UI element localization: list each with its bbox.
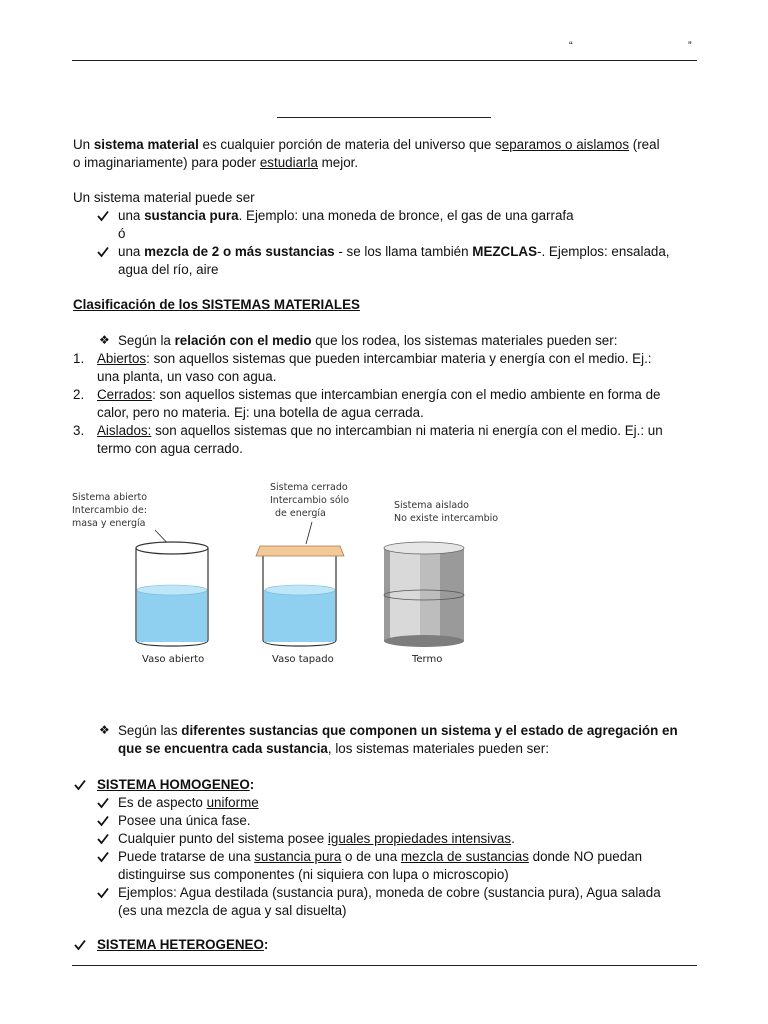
check-icon bbox=[97, 851, 109, 863]
open-system-title: Sistema abierto bbox=[72, 492, 148, 503]
check-icon bbox=[97, 887, 109, 899]
caption-closed: Vaso tapado bbox=[272, 654, 334, 665]
medio-line: Según la relación con el medio que los rodea, los sistemas materiales pueden ser: bbox=[118, 333, 618, 348]
check-icon bbox=[97, 210, 109, 222]
intro-line-1: Un sistema material es cualquier porción de materia del universo que separamos o aislamos (real bbox=[73, 137, 660, 152]
diamond-bullet-icon: ❖ bbox=[99, 333, 110, 347]
list-item-sustancia: una sustancia pura. Ejemplo: una moneda de bronce, el gas de una garrafa bbox=[118, 208, 574, 223]
cerrados-line: Cerrados: son aquellos sistemas que intercambian energía con el medio ambiente en forma de bbox=[97, 387, 661, 402]
beakers-drawing bbox=[60, 478, 520, 678]
section-title: Clasificación de los SISTEMAS MATERIALES bbox=[73, 297, 360, 312]
isolated-system-sub: No existe intercambio bbox=[394, 513, 499, 524]
check-icon bbox=[74, 939, 86, 951]
systems-figure bbox=[60, 478, 520, 678]
footer-rule bbox=[72, 965, 697, 966]
header-close-quote: ” bbox=[688, 40, 692, 52]
intro-p2: Un sistema material puede ser bbox=[73, 190, 255, 205]
check-icon bbox=[97, 246, 109, 258]
caption-isolated: Termo bbox=[412, 654, 443, 665]
aislados-line: Aislados: son aquellos sistemas que no intercambian ni materia ni energía con el medio. Ej.: un bbox=[97, 423, 663, 438]
intro-line-2: o imaginariamente) para poder estudiarla mejor. bbox=[73, 155, 359, 170]
header-open-quote: “ bbox=[569, 40, 573, 52]
abiertos-line: Abiertos: son aquellos sistemas que pueden intercambiar materia y energía con el medio. Ej.: bbox=[97, 351, 652, 366]
closed-lid bbox=[256, 546, 344, 556]
check-icon bbox=[97, 833, 109, 845]
list-number: 1. bbox=[73, 351, 85, 366]
abiertos-cont: una planta, un vaso con agua. bbox=[97, 369, 277, 384]
open-system-sub: masa y energía bbox=[72, 518, 146, 529]
sustancias-line-2: que se encuentra cada sustancia, los sistemas materiales pueden ser: bbox=[118, 741, 549, 756]
closed-system-title: Sistema cerrado bbox=[270, 482, 348, 493]
closed-system-sub: de energía bbox=[275, 508, 326, 519]
homogeneo-item-cont: distinguirse sus componentes (ni siquiera con lupa o microscopio) bbox=[118, 867, 509, 882]
homogeneo-item: Puede tratarse de una sustancia pura o de una mezcla de sustancias donde NO puedan bbox=[118, 849, 643, 864]
open-water bbox=[137, 590, 207, 642]
aislados-cont: termo con agua cerrado. bbox=[97, 441, 243, 456]
check-icon bbox=[97, 797, 109, 809]
homogeneo-item: Posee una única fase. bbox=[118, 813, 251, 828]
list-number: 3. bbox=[73, 423, 85, 438]
homogeneo-item-cont: (es una mezcla de agua y sal disuelta) bbox=[118, 903, 347, 918]
open-system-sub: Intercambio de: bbox=[72, 505, 147, 516]
closed-system-sub: Intercambio sólo bbox=[270, 495, 350, 506]
diamond-bullet-icon: ❖ bbox=[99, 723, 110, 737]
check-icon bbox=[97, 815, 109, 827]
heterogeneo-title: SISTEMA HETEROGENEO: bbox=[97, 937, 269, 952]
cerrados-cont: calor, pero no materia. Ej: una botella de agua cerrada. bbox=[97, 405, 424, 420]
title-rule bbox=[277, 117, 491, 118]
header-rule bbox=[72, 60, 697, 61]
or-text: ó bbox=[118, 226, 126, 241]
closed-water bbox=[264, 590, 335, 642]
homogeneo-title: SISTEMA HOMOGENEO: bbox=[97, 777, 255, 792]
homogeneo-item: Cualquier punto del sistema posee iguales propiedades intensivas. bbox=[118, 831, 515, 846]
list-item-mezcla: una mezcla de 2 o más sustancias - se los llama también MEZCLAS-. Ejemplos: ensalada, bbox=[118, 244, 670, 259]
sustancias-line-1: Según las diferentes sustancias que componen un sistema y el estado de agregación en bbox=[118, 723, 678, 738]
check-icon bbox=[74, 779, 86, 791]
caption-open: Vaso abierto bbox=[142, 654, 205, 665]
list-item-mezcla-cont: agua del río, aire bbox=[118, 262, 219, 277]
list-number: 2. bbox=[73, 387, 85, 402]
homogeneo-item: Ejemplos: Agua destilada (sustancia pura), moneda de cobre (sustancia pura), Agua salada bbox=[118, 885, 661, 900]
homogeneo-item: Es de aspecto uniforme bbox=[118, 795, 259, 810]
isolated-system-title: Sistema aislado bbox=[394, 500, 469, 511]
